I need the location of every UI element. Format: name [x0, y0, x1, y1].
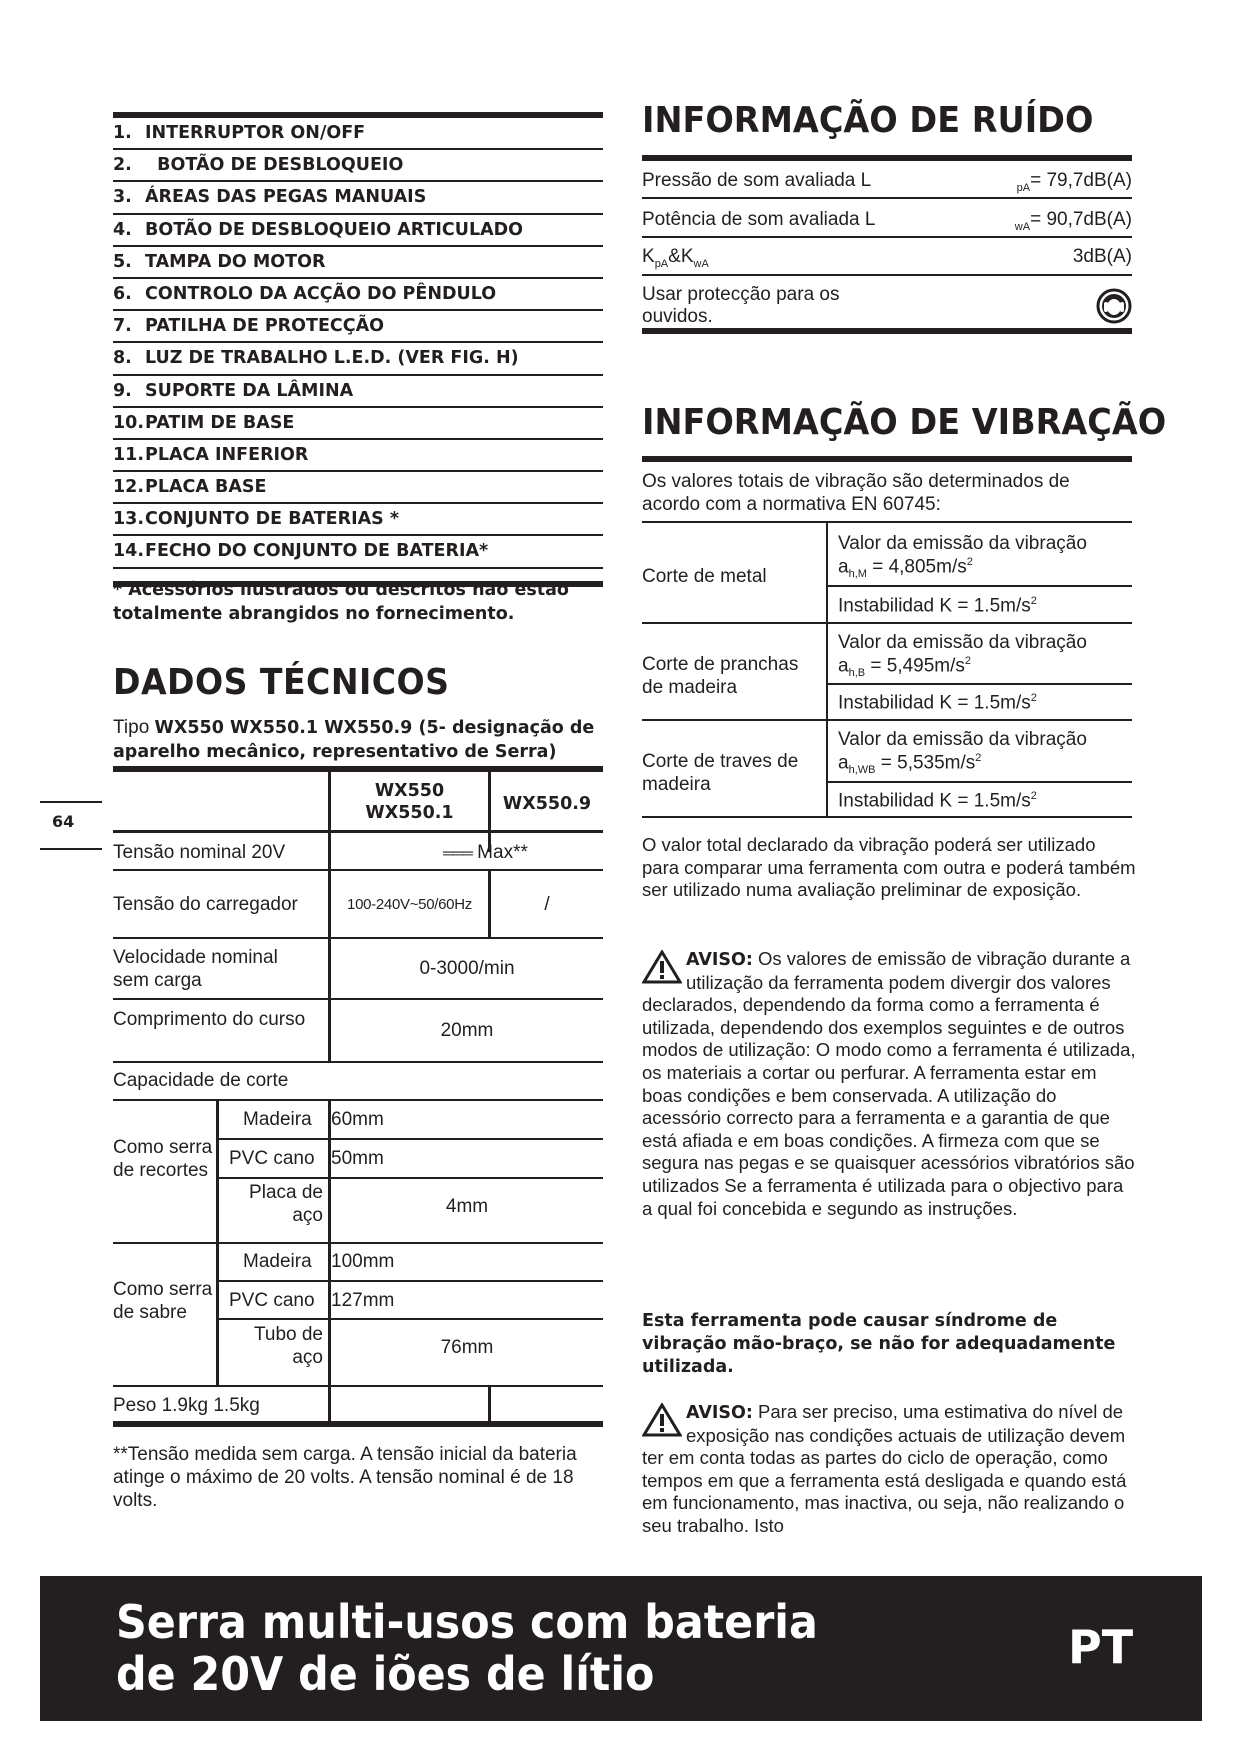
warning-1: [642, 948, 1137, 1220]
part-item: [113, 376, 603, 408]
noise-table: [642, 155, 1132, 334]
part-label: INTERRUPTOR ON/OFF: [145, 123, 366, 143]
tech-table: [113, 766, 603, 1416]
power-value: $_{wA}$= 90,7dB(A): [1014, 209, 1132, 233]
vibration-table: [642, 521, 1132, 821]
k-label: $K_{pA}\&K_{wA}$: [642, 246, 709, 270]
vib-row-value: $a_{h,B} = 5,495m/s^2$: [838, 655, 972, 680]
dc-symbol: ═══: [443, 845, 472, 862]
part-number: 13.: [113, 509, 145, 530]
warning-2-text: Para ser preciso, uma estimativa do nível de exposição nas condições actuais de utilização devem ter em conta todas as partes do ciclo de operação, como tempos em que a ferramenta está desligada e quando está em funcionamento, mas inactiva, ou seja, não realizando o seu trabalho. Isto: [642, 1401, 1127, 1536]
footer-title-line1: Serra multi-usos com bateria: [116, 1595, 818, 1649]
part-number: 8.: [113, 348, 132, 369]
charger-label: Tensão do carregador: [113, 894, 298, 915]
part-number: 1.: [113, 123, 132, 143]
jigsaw-label: Como serra de recortes: [113, 1137, 213, 1181]
tech-heading: DADOS TÉCNICOS: [113, 662, 450, 703]
sab-steel-value: 76mm: [440, 1337, 494, 1358]
part-number: 7.: [113, 316, 132, 337]
page-number: 64: [52, 812, 75, 831]
part-number: 5.: [113, 251, 132, 272]
part-item: [113, 150, 603, 182]
part-item: [113, 279, 603, 311]
vib-row-label: Corte de metal: [642, 566, 767, 587]
sab-wood-label: Madeira: [243, 1251, 312, 1272]
part-label: SUPORTE DA LÂMINA: [145, 380, 354, 401]
footer-banner: [40, 1576, 1202, 1721]
part-label: BOTÃO DE DESBLOQUEIO: [145, 155, 404, 176]
vib-row-value: $a_{h,M} = 4,805m/s^2$: [838, 556, 973, 581]
speed-label: Velocidade nominal sem carga: [113, 947, 278, 991]
part-label: PLACA BASE: [145, 477, 267, 498]
warning-1-text: Os valores de emissão de vibração durante a utilização da ferramenta podem divergir dos valores declarados, dependendo da forma como a ferramenta é utilizada, dependendo dos exemplos seguintes e de outros modos de utilização: O modo como a ferramenta é utilizada, os materiais a cortar ou perfurar. A ferramenta estar em boas condições e bem conservada. A utilização do acessório correcto para a ferramenta e a garantia de que está afiada e em boas condições. A firmeza com que se segura nas pegas e se quaisquer acessórios vibratórios são utilizados Se a ferramenta é utilizada para o objectivo para a qual foi concebida e segundo as instruções.: [642, 948, 1136, 1219]
language-code: PT: [1068, 1620, 1134, 1674]
ear-protection-icon: [1096, 288, 1132, 324]
speed-value: 0-3000/min: [419, 958, 515, 979]
part-label: PATIM DE BASE: [145, 412, 295, 433]
stroke-value: 20mm: [440, 1020, 494, 1041]
jig-steel-label: Placa de aço: [249, 1182, 323, 1226]
part-label: TAMPA DO MOTOR: [145, 251, 326, 272]
jig-pvc-value: 50mm: [331, 1148, 384, 1169]
pressure-label: Pressão de som avaliada L: [642, 170, 872, 191]
part-label: PLACA INFERIOR: [145, 444, 309, 465]
warning-1-title: AVISO:: [686, 950, 753, 970]
jig-steel-value: 4mm: [445, 1196, 489, 1217]
part-number: 12.: [113, 477, 145, 498]
vib-row-instability: Instabilidad $K = 1.5m/s^2$: [838, 692, 1037, 714]
part-number: 3.: [113, 187, 132, 208]
jig-wood-value: 60mm: [331, 1109, 384, 1130]
parts-list: [113, 112, 603, 587]
saber-label: Como serra de sabre: [113, 1279, 213, 1323]
weight-label: Peso 1.9kg 1.5kg: [113, 1395, 260, 1416]
tipo-prefix: Tipo: [113, 717, 155, 738]
vib-row-value: $a_{h,WB} = 5,535m/s^2$: [838, 752, 982, 777]
vib-row-instability: Instabilidad $K = 1.5m/s^2$: [838, 790, 1037, 812]
sab-steel-label: Tubo de aço: [253, 1324, 323, 1368]
part-number: 9.: [113, 380, 132, 401]
warning-2-title: AVISO:: [686, 1403, 753, 1423]
part-label: CONTROLO DA ACÇÃO DO PÊNDULO: [145, 283, 497, 304]
voltage-footnote: **Tensão medida sem carga. A tensão inicial da bateria atinge o máximo de 20 volts. A tensão nominal é de 18 volts.: [113, 1444, 577, 1511]
warning-icon: [642, 950, 682, 984]
footer-title-line2: de 20V de iões de lítio: [116, 1647, 655, 1701]
jig-wood-label: Madeira: [243, 1109, 312, 1130]
vib-emission-label: Valor da emissão da vibração: [838, 729, 1087, 750]
part-number: 4.: [113, 219, 132, 240]
warning-2: [642, 1401, 1137, 1538]
vib-row-label: Corte de pranchas de madeira: [642, 654, 799, 698]
part-item: [113, 343, 603, 375]
vib-emission-label: Valor da emissão da vibração: [838, 533, 1087, 554]
declared-value-text: O valor total declarado da vibração poderá ser utilizado para comparar uma ferramenta com outra e poderá também ser utilizado numa avaliação preliminar de exposição.: [642, 834, 1136, 901]
part-label: LUZ DE TRABALHO L.E.D. (VER FIG. H): [145, 348, 519, 369]
accessories-note: * Acessórios ilustrados ou descritos não estão totalmente abrangidos no fornecimento.: [113, 580, 569, 624]
sab-pvc-value: 127mm: [331, 1290, 395, 1311]
part-label: PATILHA DE PROTECÇÃO: [145, 316, 385, 337]
part-item: [113, 408, 603, 440]
syndrome-warning: Esta ferramenta pode causar síndrome de vibração mão-braço, se não for adequadamente utilizada.: [642, 1311, 1116, 1377]
pressure-value: $_{pA}$= 79,7dB(A): [1016, 170, 1132, 194]
charger-value-2: /: [544, 894, 550, 915]
part-item: [113, 118, 603, 150]
part-item: [113, 504, 603, 536]
part-number: 6.: [113, 283, 132, 304]
jig-pvc-label: PVC cano: [229, 1148, 315, 1169]
vib-row-instability: Instabilidad $K = 1.5m/s^2$: [838, 595, 1037, 617]
sab-pvc-label: PVC cano: [229, 1290, 315, 1311]
col-header-wx550: WX550 WX550.1: [365, 781, 454, 823]
part-number: 11.: [113, 444, 145, 465]
part-item: [113, 440, 603, 472]
capacity-label: Capacidade de corte: [113, 1070, 289, 1091]
part-item: [113, 311, 603, 343]
part-item: [113, 182, 603, 214]
sab-wood-value: 100mm: [331, 1251, 395, 1272]
vibration-intro: Os valores totais de vibração são determinados de acordo com a normativa EN 60745:: [642, 471, 1070, 515]
part-label: CONJUNTO DE BATERIAS *: [145, 509, 400, 530]
vib-row-label: Corte de traves de madeira: [642, 751, 799, 795]
part-item: [113, 247, 603, 279]
tipo-line: [113, 716, 613, 764]
part-number: 10.: [113, 412, 145, 433]
footer-title: [116, 1596, 818, 1700]
noise-heading: INFORMAÇÃO DE RUÍDO: [642, 100, 1094, 141]
col-header-wx5509: WX550.9: [502, 794, 592, 814]
voltage-value: ═══ Max**: [443, 842, 528, 863]
stroke-label: Comprimento do curso: [113, 1009, 306, 1030]
ear-protection-text: Usar protecção para os ouvidos.: [642, 284, 840, 327]
tipo-models: WX550 WX550.1 WX550.9 (5- designação de aparelho mecânico, representativo de Serra): [113, 718, 595, 762]
charger-value-1: 100-240V~50/60Hz: [347, 896, 472, 913]
voltage-label: Tensão nominal 20V: [113, 842, 286, 863]
power-label: Potência de som avaliada L: [642, 209, 876, 230]
part-label: BOTÃO DE DESBLOQUEIO ARTICULADO: [145, 219, 524, 240]
part-item: [113, 215, 603, 247]
part-number: 2.: [113, 155, 132, 176]
part-label: ÁREAS DAS PEGAS MANUAIS: [145, 187, 427, 208]
vibration-heading: INFORMAÇÃO DE VIBRAÇÃO: [642, 402, 1167, 443]
part-item: [113, 536, 603, 568]
part-number: 14.: [113, 541, 145, 562]
warning-icon: [642, 1403, 682, 1437]
part-label: FECHO DO CONJUNTO DE BATERIA*: [145, 541, 489, 562]
k-value: 3dB(A): [1072, 246, 1132, 267]
vib-emission-label: Valor da emissão da vibração: [838, 632, 1087, 653]
part-item: [113, 472, 603, 504]
